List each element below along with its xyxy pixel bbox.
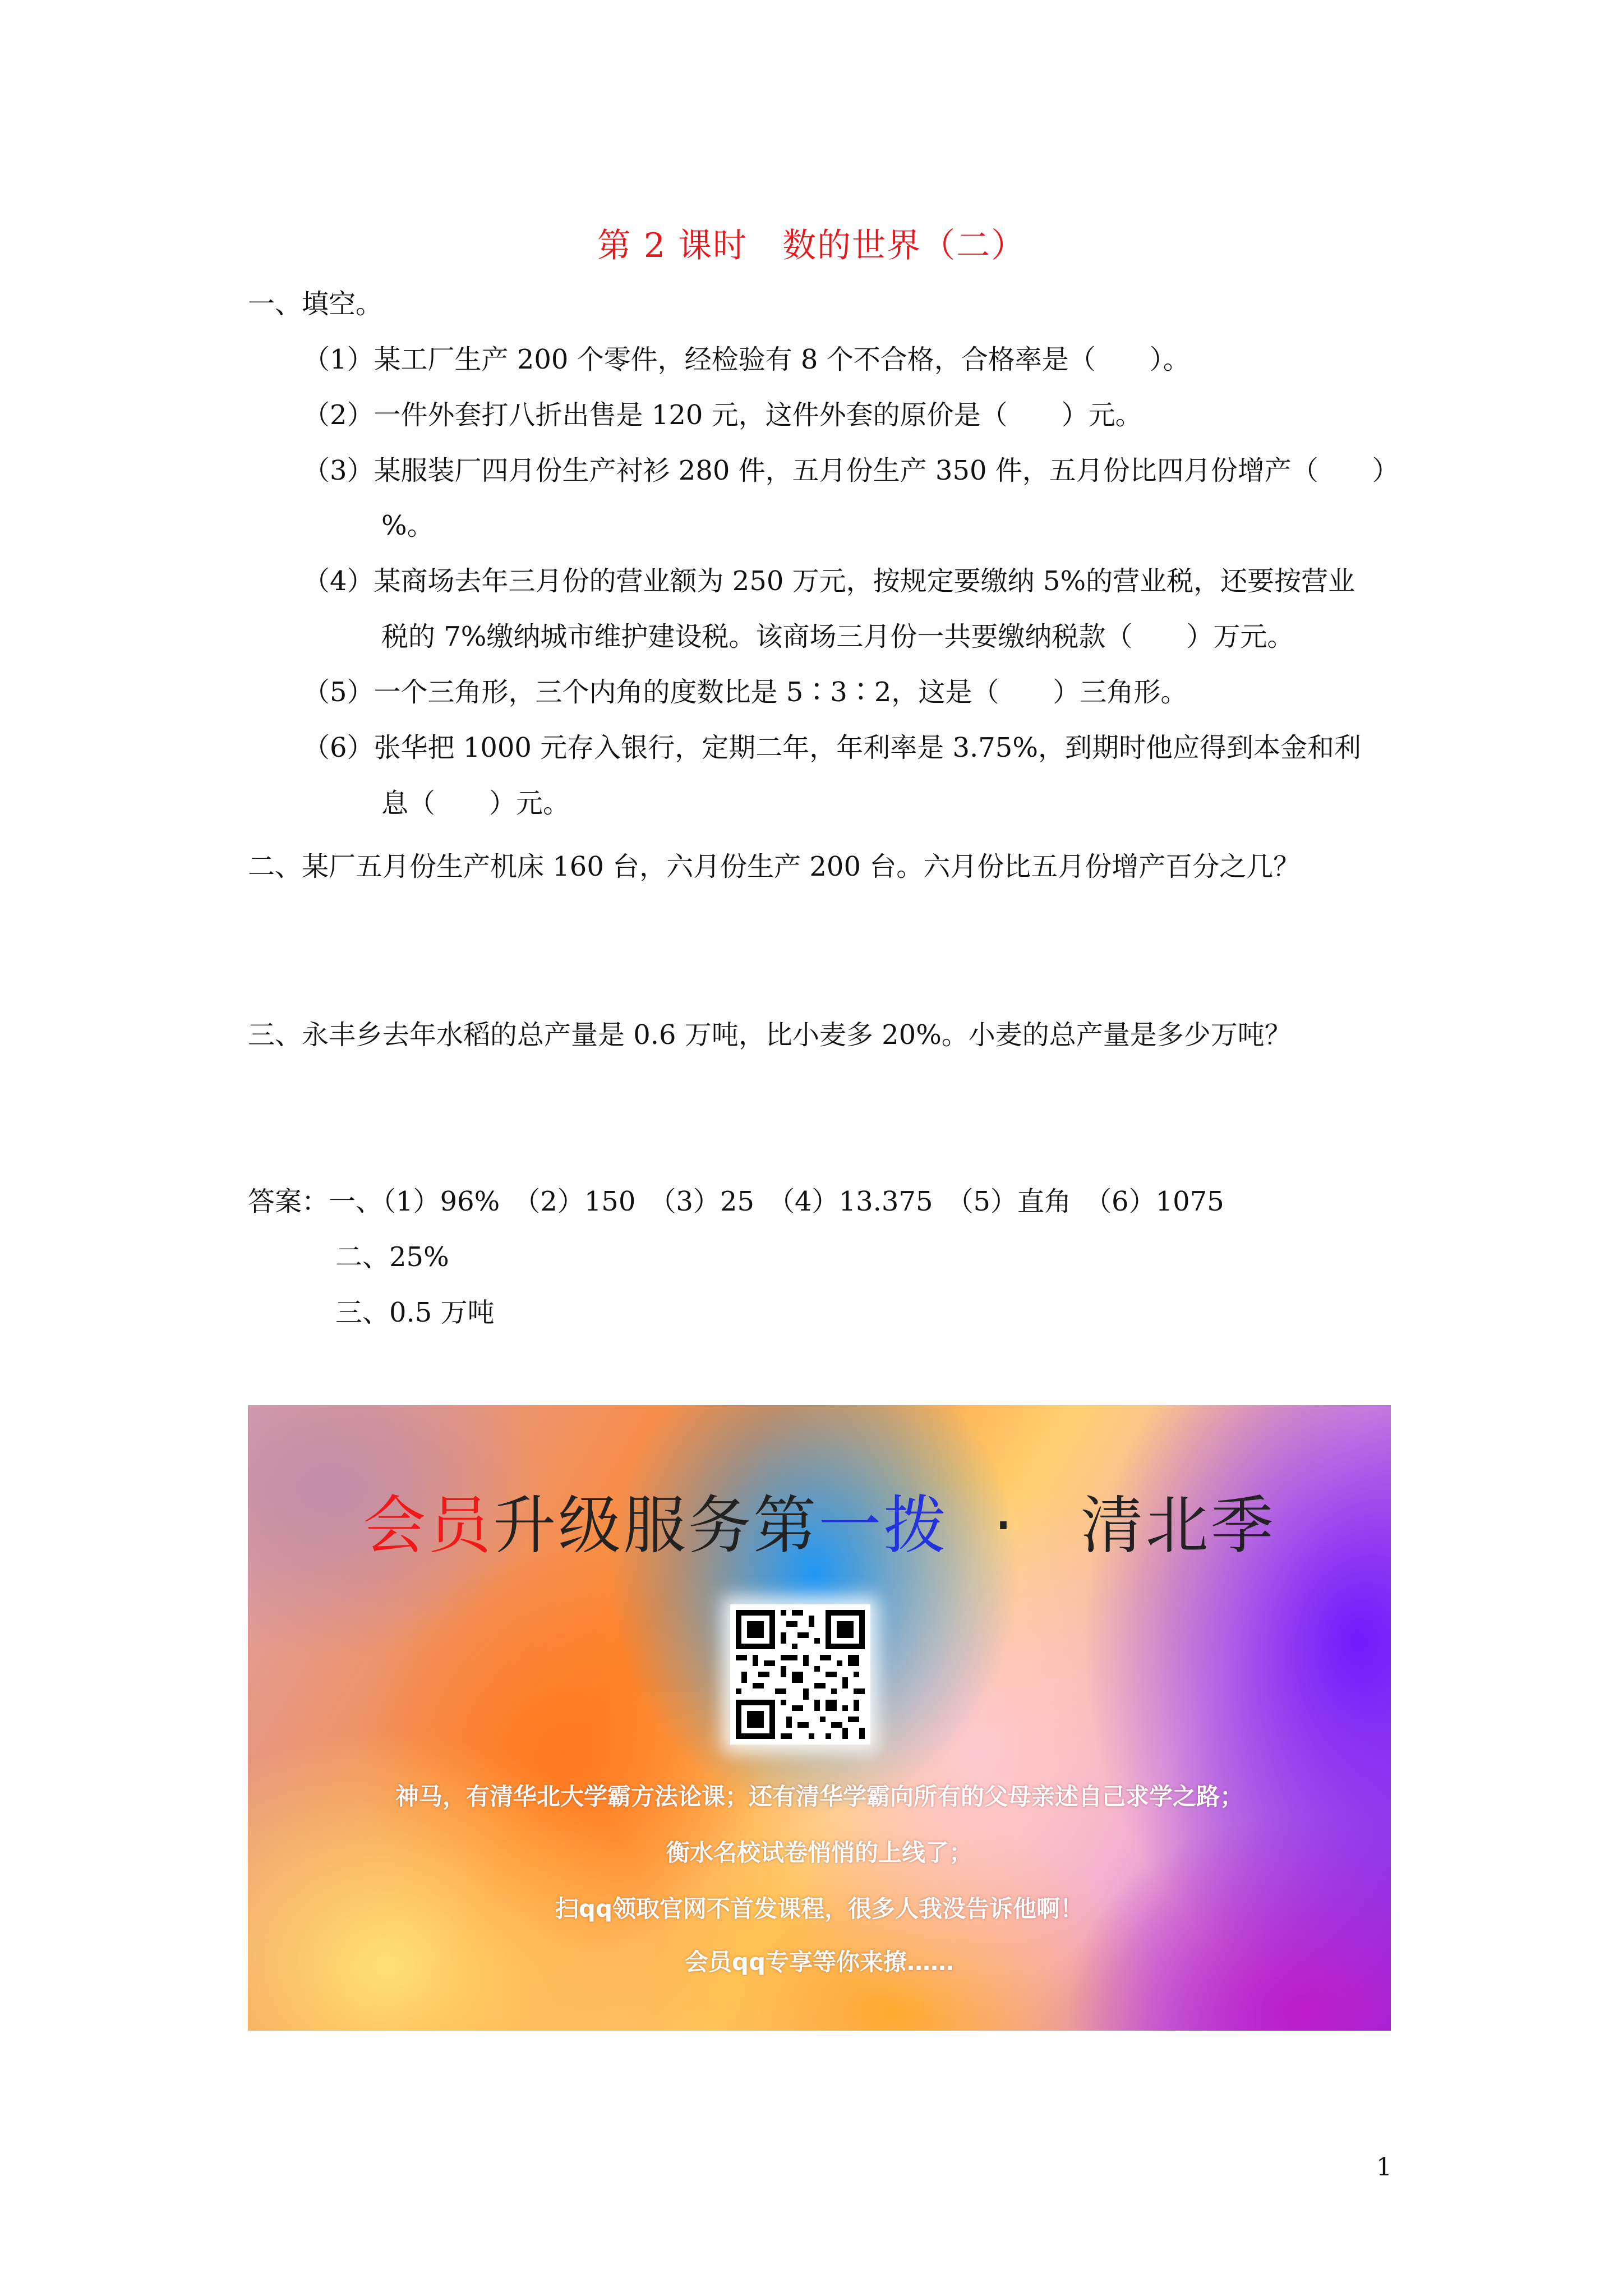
question-4-line1: （4）某商场去年三月份的营业额为 250 万元，按规定要缴纳 5%的营业税，还要按营业: [303, 565, 1355, 597]
banner-text-4: 会员qq专享等你来撩……: [684, 1948, 955, 1976]
banner-text-3: 扫qq领取官网不首发课程，很多人我没告诉他啊！: [555, 1895, 1084, 1922]
question-5: （5）一个三角形，三个内角的度数比是 5∶3∶2，这是（ ）三角形。: [303, 677, 1188, 708]
answers-line2: 二、25%: [335, 1241, 449, 1273]
section3-question: 三、永丰乡去年水稻的总产量是 0.6 万吨，比小麦多 20%。小麦的总产量是多少万吨？: [248, 1019, 1292, 1051]
question-1: （1）某工厂生产 200 个零件，经检验有 8 个不合格，合格率是（ ）。: [303, 344, 1190, 375]
banner-heading-part2: 升级服务第: [493, 1489, 819, 1562]
question-6-line2: 息（ ）元。: [381, 788, 570, 819]
banner-heading-part3: 一拨: [818, 1489, 949, 1562]
question-3-line2: %。: [381, 510, 434, 541]
banner-text-2: 衡水名校试卷悄悄的上线了；: [666, 1839, 972, 1866]
section1-heading: 一、填空。: [248, 288, 383, 320]
question-6-line1: （6）张华把 1000 元存入银行，定期二年，年利率是 3.75%，到期时他应得到本金和利: [303, 732, 1361, 763]
answers-line3: 三、0.5 万吨: [335, 1297, 495, 1328]
banner-text-1: 神马，有清华北大学霸方法论课；还有清华学霸向所有的父母亲述自己求学之路；: [395, 1783, 1243, 1810]
banner-heading-part1: 会员: [363, 1489, 494, 1562]
page-title: 第 2 课时 数的世界（二）: [597, 226, 1026, 265]
answers-line1: 答案：一、（1）96% （2）150 （3）25 （4）13.375 （5）直角 （6）1075: [248, 1186, 1224, 1217]
promo-banner[interactable]: [248, 1405, 1391, 2031]
section2-question: 二、某厂五月份生产机床 160 台，六月份生产 200 台。六月份比五月份增产百分之几？: [248, 851, 1301, 882]
banner-heading: [248, 1475, 1391, 1566]
question-2: （2）一件外套打八折出售是 120 元，这件外套的原价是（ ）元。: [303, 399, 1142, 431]
question-3-line1: （3）某服装厂四月份生产衬衫 280 件，五月份生产 350 件，五月份比四月份增产（ ）: [303, 455, 1399, 486]
page-number: 1: [1376, 2153, 1392, 2182]
question-4-line2: 税的 7%缴纳城市维护建设税。该商场三月份一共要缴纳税款（ ）万元。: [381, 621, 1294, 652]
qr-code-icon[interactable]: [730, 1604, 870, 1745]
banner-heading-part4: · 清北季: [993, 1489, 1276, 1562]
